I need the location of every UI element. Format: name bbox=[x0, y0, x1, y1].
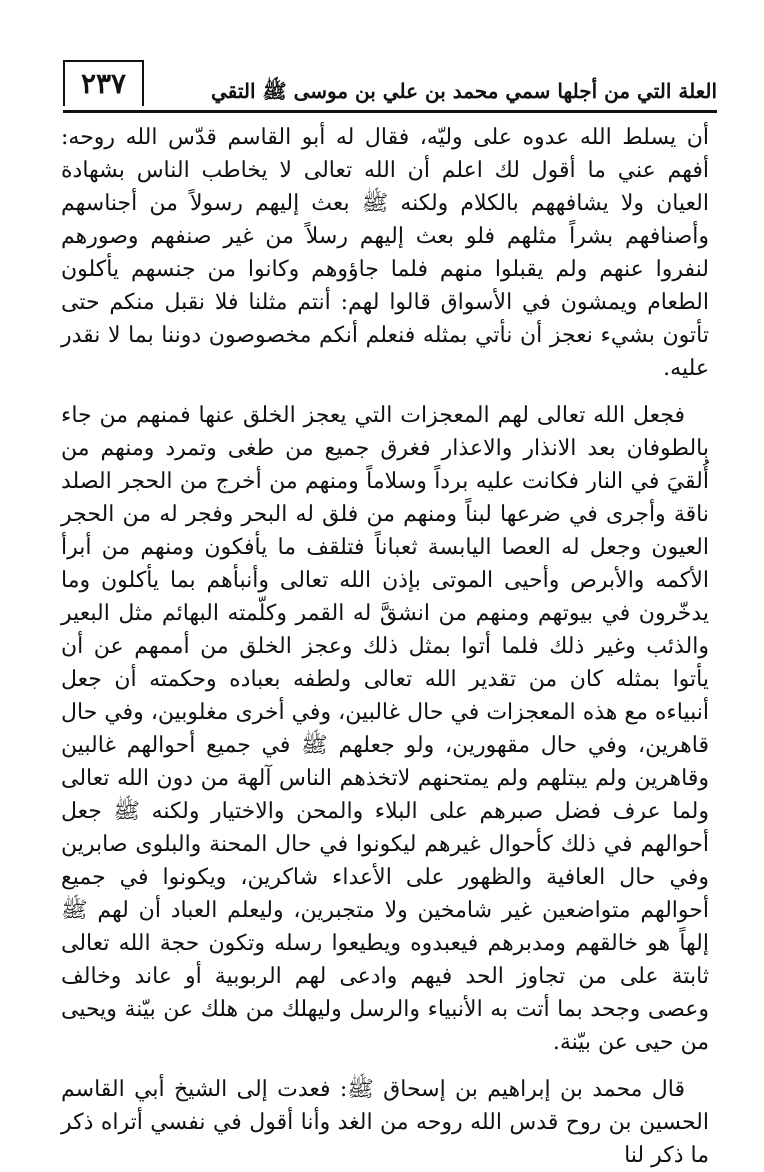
paragraph-2: فجعل الله تعالى لهم المعجزات التي يعجز الخلق عنها فمنهم من جاء بالطوفان بعد الانذار والاعذار فغرق جميع من طغى وتمرد ومنهم من أُلقيَ في النار فكانت عليه برداً وسلاماً ومنهم من أخرج من الحجر الصلد ناقة وأجرى في ضرعها لبناً ومنهم من فلق له البحر وفجر له من الحجر العيون وجعل له العصا اليابسة ثعباناً فتلقف ما يأفكون ومنهم من أبرأ الأكمه والأبرص وأحيى الموتى بإذن الله تعالى وأنبأهم بما يأكلون وما يدخّرون في بيوتهم ومنهم من انشقَّ له القمر وكلّمته البهائم مثل البعير والذئب وغير ذلك فلما أتوا بمثل ذلك وعجز الخلق من أممهم عن أن يأتوا بمثله كان من تقدير الله تعالى ولطفه بعباده وحكمته أن جعل أنبياءه مع هذه المعجزات في حال غالبين، وفي أخرى مغلوبين، وفي حال قاهرين، وفي حال مقهورين، ولو جعلهم ﷺ في جميع أحوالهم غالبين وقاهرين ولم يبتلهم ولم يمتحنهم لاتخذهم الناس آلهة من دون الله تعالى ولما عرف فضل صبرهم على البلاء والمحن والاختيار ولكنه ﷺ جعل أحوالهم في ذلك كأحوال غيرهم ليكونوا في حال المحنة والبلوى صابرين وفي حال العافية والظهور على الأعداء شاكرين، ويكونوا في جميع أحوالهم متواضعين غير شامخين ولا متجبرين، وليعلم العباد أن لهم ﷺ إلهاً هو خالقهم ومدبرهم فيعبدوه ويطيعوا رسله وتكون حجة الله تعالى ثابتة على من تجاوز الحد فيهم وادعى لهم الربوبية أو عاند وخالف وعصى وجحد بما أتت به الأنبياء والرسل وليهلك من هلك عن بيّنة ويحيى من حيى عن بيّنة. bbox=[61, 403, 709, 1055]
main-text bbox=[61, 121, 709, 1168]
running-header bbox=[63, 60, 717, 113]
paragraph-1: أن يسلط الله عدوه على وليّه، فقال له أبو القاسم قدّس الله روحه: أفهم عني ما أقول لك اعلم أن الله تعالى لا يخاطب الناس بشهادة العيان ولا يشافههم بالكلام ولكنه ﷺ بعث إليهم رسولاً من أجناسهم وأصنافهم بشراً مثلهم فلو بعث إليهم رسلاً من غير صنفهم وصورهم لنفروا عنهم ولم يقبلوا منهم فلما جاؤوهم وكانوا من جنسهم يأكلون الطعام ويمشون في الأسواق قالوا لهم: أنتم مثلنا فلا نقبل منكم حتى تأتون بشيء نعجز أن نأتي بمثله فنعلم أنكم مخصوصون دوننا بما لا نقدر عليه. bbox=[61, 125, 709, 381]
page-title: العلة التي من أجلها سمي محمد بن علي بن موسى ﷺ التقي bbox=[211, 79, 717, 103]
paragraph-3: قال محمد بن إبراهيم بن إسحاق ﷺ: فعدت إلى الشيخ أبي القاسم الحسين بن روح قدس الله روحه من الغد وأنا أقول في نفسي أتراه ذكر ما ذكر لنا bbox=[61, 1077, 709, 1168]
page-number: ٢٣٧ bbox=[63, 60, 144, 106]
